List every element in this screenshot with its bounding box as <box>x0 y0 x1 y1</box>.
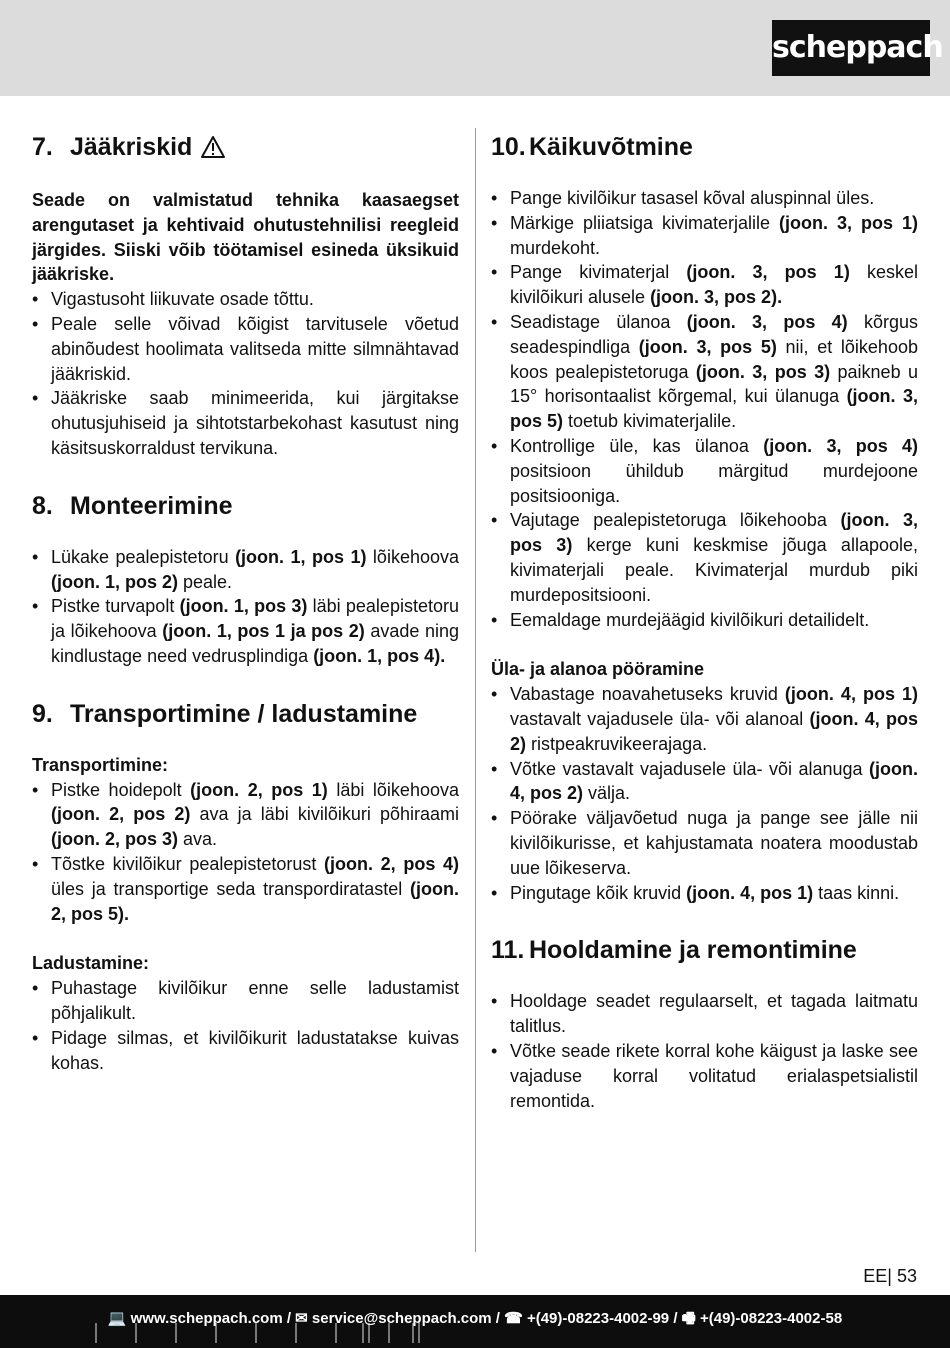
section-10-heading <box>491 128 918 166</box>
section-7-heading <box>32 128 459 166</box>
section-title: Käikuvõtmine <box>529 133 693 161</box>
section-number: 10. <box>491 133 526 161</box>
list-item: • Märkige pliiatsiga kivimaterjalile (joon. 3, pos 1) murdekoht. <box>491 211 918 261</box>
transport-subheading: Transportimine: <box>32 754 169 775</box>
list-item: • Pistke hoidepolt (joon. 2, pos 1) läbi lõikehoova (joon. 2, pos 2) ava ja läbi kivilõikuri põhiraami (joon. 2, pos 3) ava. <box>32 778 459 852</box>
section-number: 8. <box>32 491 53 520</box>
transport-list <box>32 778 459 927</box>
section-title: Monteerimine <box>70 491 233 520</box>
list-item: • Pöörake väljavõetud nuga ja pange see jälle nii kivilõikurisse, et kahjustamata noatera moodustab uue lõikeserva. <box>491 806 918 880</box>
section-number: 11. <box>491 936 525 965</box>
maintenance-list <box>491 989 918 1113</box>
list-item: • Vabastage noavahetuseks kruvid (joon. 4, pos 1) vastavalt vajadusele üla- või alanoal (joon. 4, pos 2) ristpeakruvikeerajaga. <box>491 682 918 756</box>
left-column <box>32 128 459 1075</box>
list-item: • Peale selle võivad kõigist tarvitusele võetud abinõudest hoolimata valitseda mitte silmnähtavad jääkriskid. <box>32 312 459 386</box>
list-item: • Hooldage seadet regulaarselt, et tagada laitmatu talitlus. <box>491 989 918 1039</box>
list-item: • Jääkriske saab minimeerida, kui järgitakse ohutusjuhiseid ja sihtotstarbekohast kasutust ning käsitsuskorraldust tervikuna. <box>32 386 459 460</box>
residual-risks-intro: Seade on valmistatud tehnika kaasaegset arengutaset ja kehtivaid ohutustehnilisi reegleid järgides. Siiski võib töötamisel esineda üksikuid jääkriske. <box>32 190 459 285</box>
page-number: EE| 53 <box>863 1266 917 1286</box>
blade-rotation-subheading: Üla- ja alanoa pööramine <box>491 659 705 680</box>
residual-risks-list <box>32 287 459 461</box>
header-bar <box>0 0 950 96</box>
list-item: • Kontrollige üle, kas ülanoa (joon. 3, pos 4) positsioon ühildub märgitud murdejoone positsiooniga. <box>491 434 918 508</box>
section-title: Jääkriskid <box>70 133 193 161</box>
section-title: Transportimine / ladustamine <box>70 699 418 728</box>
list-item: • Vigastusoht liikuvate osade tõttu. <box>32 287 459 312</box>
list-item: • Tõstke kivilõikur pealepistetorust (joon. 2, pos 4) üles ja transportige seda transpordiratastel (joon. 2, pos 5). <box>32 852 459 926</box>
storage-subheading: Ladustamine: <box>32 953 150 974</box>
list-item: • Pange kivimaterjal (joon. 3, pos 1) keskel kivilõikuri alusele (joon. 3, pos 2). <box>491 260 918 310</box>
assembly-list <box>32 545 459 669</box>
column-divider <box>475 128 476 1252</box>
blade-rotation-list <box>491 682 918 905</box>
list-item: • Võtke seade rikete korral kohe käigust ja laske see vajaduse korral volitatud erialaspetsialistil remontida. <box>491 1039 918 1113</box>
section-8-heading <box>32 487 459 525</box>
footer-bar <box>0 1295 950 1348</box>
list-item: • Pange kivilõikur tasasel kõval aluspinnal üles. <box>491 186 918 211</box>
section-title: Hooldamine ja remontimine <box>529 936 857 965</box>
list-item: • Eemaldage murdejäägid kivilõikuri detailidelt. <box>491 608 918 633</box>
section-9-heading <box>32 695 459 733</box>
section-number: 7. <box>32 133 53 161</box>
commissioning-list <box>491 186 918 632</box>
section-number: 9. <box>32 699 53 728</box>
footer-contact[interactable]: 💻 www.scheppach.com / ✉ service@scheppach.com / ☎ +(49)-08223-4002-99 / 🖷 +(49)-08223-4002-58 <box>107 1310 843 1327</box>
list-item: • Võtke vastavalt vajadusele üla- või alanuga (joon. 4, pos 2) välja. <box>491 757 918 807</box>
warning-triangle-icon <box>200 135 226 159</box>
list-item: • Puhastage kivilõikur enne selle ladustamist põhjalikult. <box>32 976 459 1026</box>
list-item: • Pidage silmas, et kivilõikurit ladustatakse kuivas kohas. <box>32 1026 459 1076</box>
brand-logo: scheppach <box>772 20 930 76</box>
list-item: • Pingutage kõik kruvid (joon. 4, pos 1) taas kinni. <box>491 881 918 906</box>
section-11-heading <box>491 931 918 969</box>
list-item: • Seadistage ülanoa (joon. 3, pos 4) kõrgus seadespindliga (joon. 3, pos 5) nii, et lõikehoob koos pealepistetoruga (joon. 3, pos 3) paikneb u 15° horisontaalist kõrgemal, kui ülanuga (joon. 3, pos 5) toetub kivimaterjalile. <box>491 310 918 434</box>
list-item: • Lükake pealepistetoru (joon. 1, pos 1) lõikehoova (joon. 1, pos 2) peale. <box>32 545 459 595</box>
storage-list <box>32 976 459 1075</box>
list-item: • Pistke turvapolt (joon. 1, pos 3) läbi pealepistetoru ja lõikehoova (joon. 1, pos 1 ja pos 2) avade ning kindlustage need vedrusplindiga (joon. 1, pos 4). <box>32 594 459 668</box>
right-column <box>491 128 918 1113</box>
list-item: • Vajutage pealepistetoruga lõikehooba (joon. 3, pos 3) kerge kuni keskmise jõuga allapoole, kivimaterjali peale. Kivimaterjal murdub piki murdepositsiooni. <box>491 508 918 607</box>
